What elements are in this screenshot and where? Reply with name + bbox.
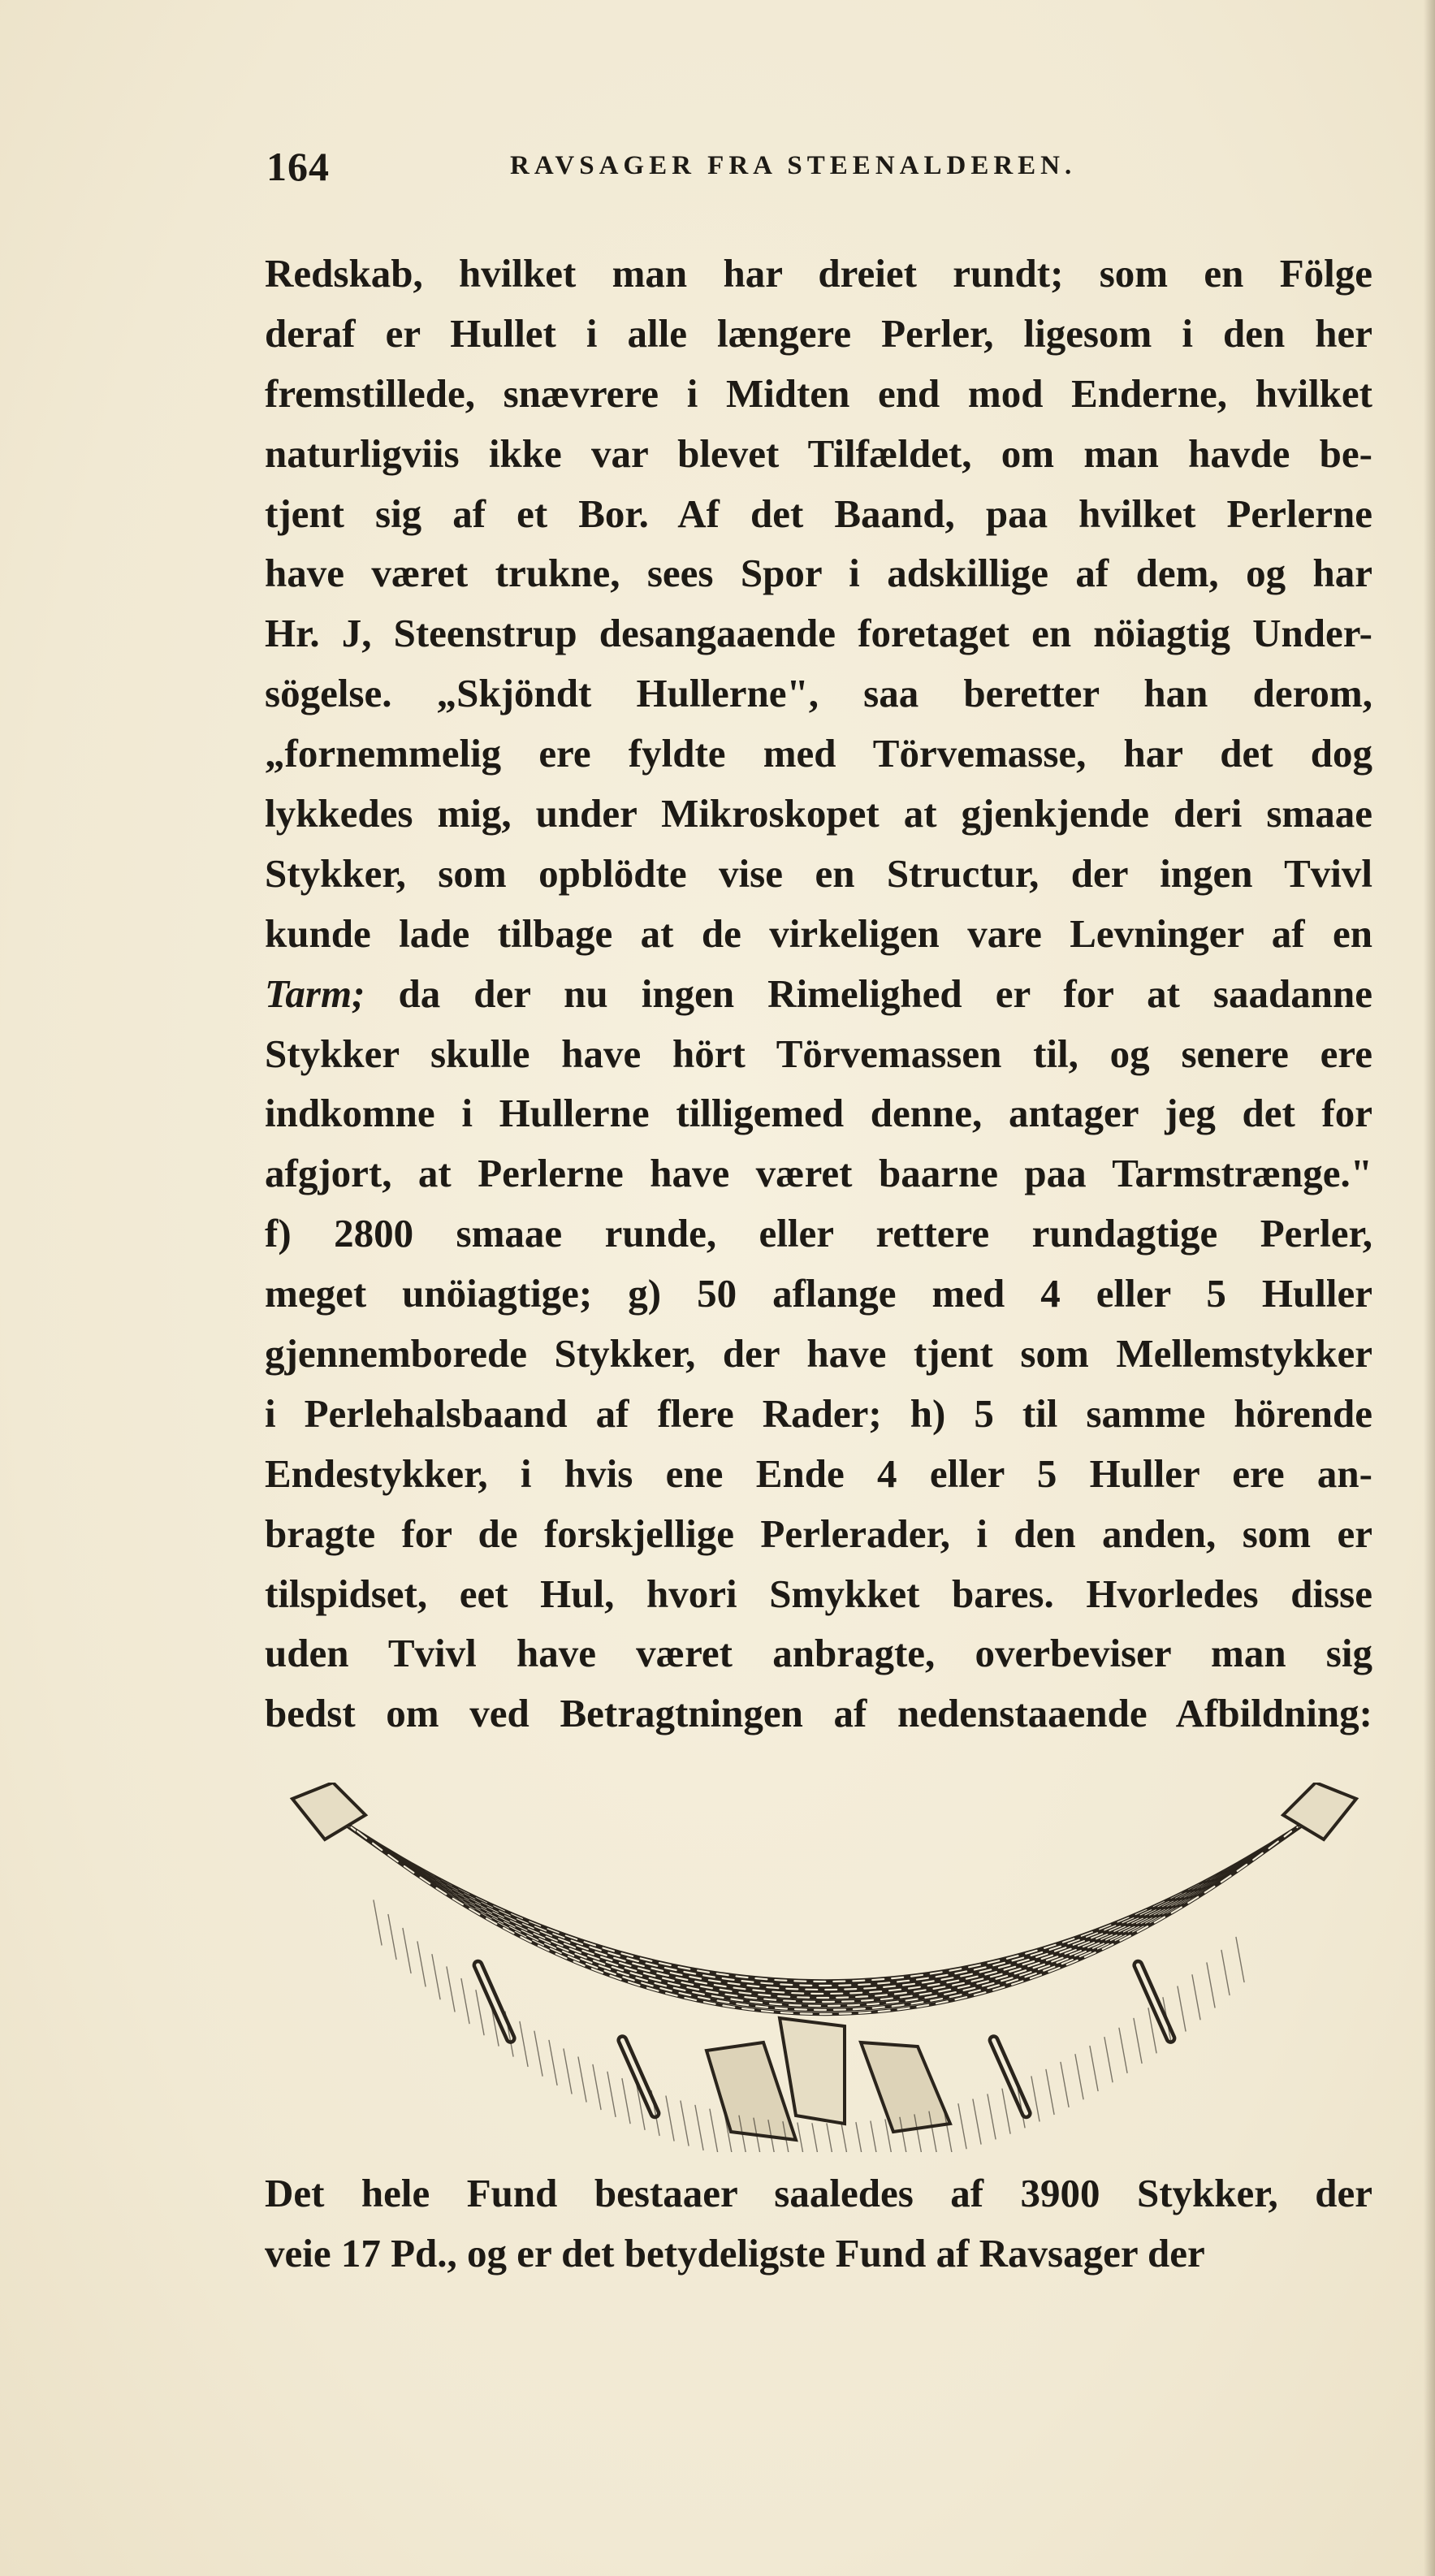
running-head: RAVSAGER FRA STEENALDEREN. [510,151,1077,180]
text-line: Stykker, som opblödte vise en Structur, der ingen Tvivl [265,850,1372,896]
page-number: 164 [266,144,330,189]
italic-word: Tarm; [265,970,365,1016]
text-line: meget unöiagtige; g) 50 aflange med 4 eller 5 Huller [265,1271,1372,1316]
necklace-figure [276,1783,1372,2152]
text-line-italic-start [265,964,1372,1024]
text-line: have været trukne, sees Spor i adskillige af dem, og har [265,551,1372,596]
text-line: deraf er Hullet i alle længere Perler, ligesom i den her [265,310,1372,356]
text-line: tjent sig af et Bor. Af det Baand, paa hvilket Perlerne [265,491,1372,536]
text-line: sögelse. „Skjöndt Hullerne", saa beretter han derom, [265,671,1372,716]
text-line: veie 17 Pd., og er det betydeligste Fund af Ravsager der [265,2230,1205,2276]
text-line: Redskab, hvilket man har dreiet rundt; som en Fölge [265,251,1372,296]
text-line: fremstillede, snævrere i Midten end mod Enderne, hvilket [265,370,1372,416]
text-line: Det hele Fund bestaaer saaledes af 3900 Stykker, der [265,2171,1372,2215]
text-line: afgjort, at Perlerne have været baarne paa Tarmstrænge." [265,1151,1372,1196]
text-line: „fornemmelig ere fyldte med Törvemasse, har det dog [265,731,1372,776]
italic-line-rest: da der nu ingen Rimelighed er for at saadanne [365,970,1372,1016]
text-line: uden Tvivl have været anbragte, overbeviser man sig [265,1631,1372,1676]
text-line: gjennemborede Stykker, der have tjent som Mellemstykker [265,1331,1372,1377]
text-line: indkomne i Hullerne tilligemed denne, antager jeg det for [265,1091,1372,1136]
text-line: bedst om ved Betragtningen af nedenstaaende Afbildning: [265,1691,1372,1736]
text-line: Endestykker, i hvis ene Ende 4 eller 5 Huller ere an- [265,1450,1372,1496]
page-edge-shadow [1424,0,1435,2576]
text-line: kunde lade tilbage at de virkeligen vare Levninger af en [265,910,1372,956]
amber-bead-necklace-illustration-icon [276,1783,1372,2152]
text-line: bragte for de forskjellige Perlerader, i den anden, som er [265,1511,1372,1556]
text-line: Stykker skulle have hört Törvemassen til, og senere ere [265,1031,1372,1076]
body-text [265,244,1372,1744]
text-line: tilspidset, eet Hul, hvori Smykket bares. Hvorledes disse [265,1571,1372,1616]
text-line: Hr. J, Steenstrup desangaaende foretaget en nöiagtig Under- [265,611,1372,656]
text-line: naturligviis ikke var blevet Tilfældet, om man havde be- [265,430,1372,476]
text-line: lykkedes mig, under Mikroskopet at gjenkjende deri smaae [265,791,1372,836]
page-header [266,143,1371,200]
text-line: f) 2800 smaae runde, eller rettere rundagtige Perler, [265,1211,1372,1256]
text-line: i Perlehalsbaand af flere Rader; h) 5 til samme hörende [265,1390,1372,1436]
closing-text [265,2163,1372,2284]
